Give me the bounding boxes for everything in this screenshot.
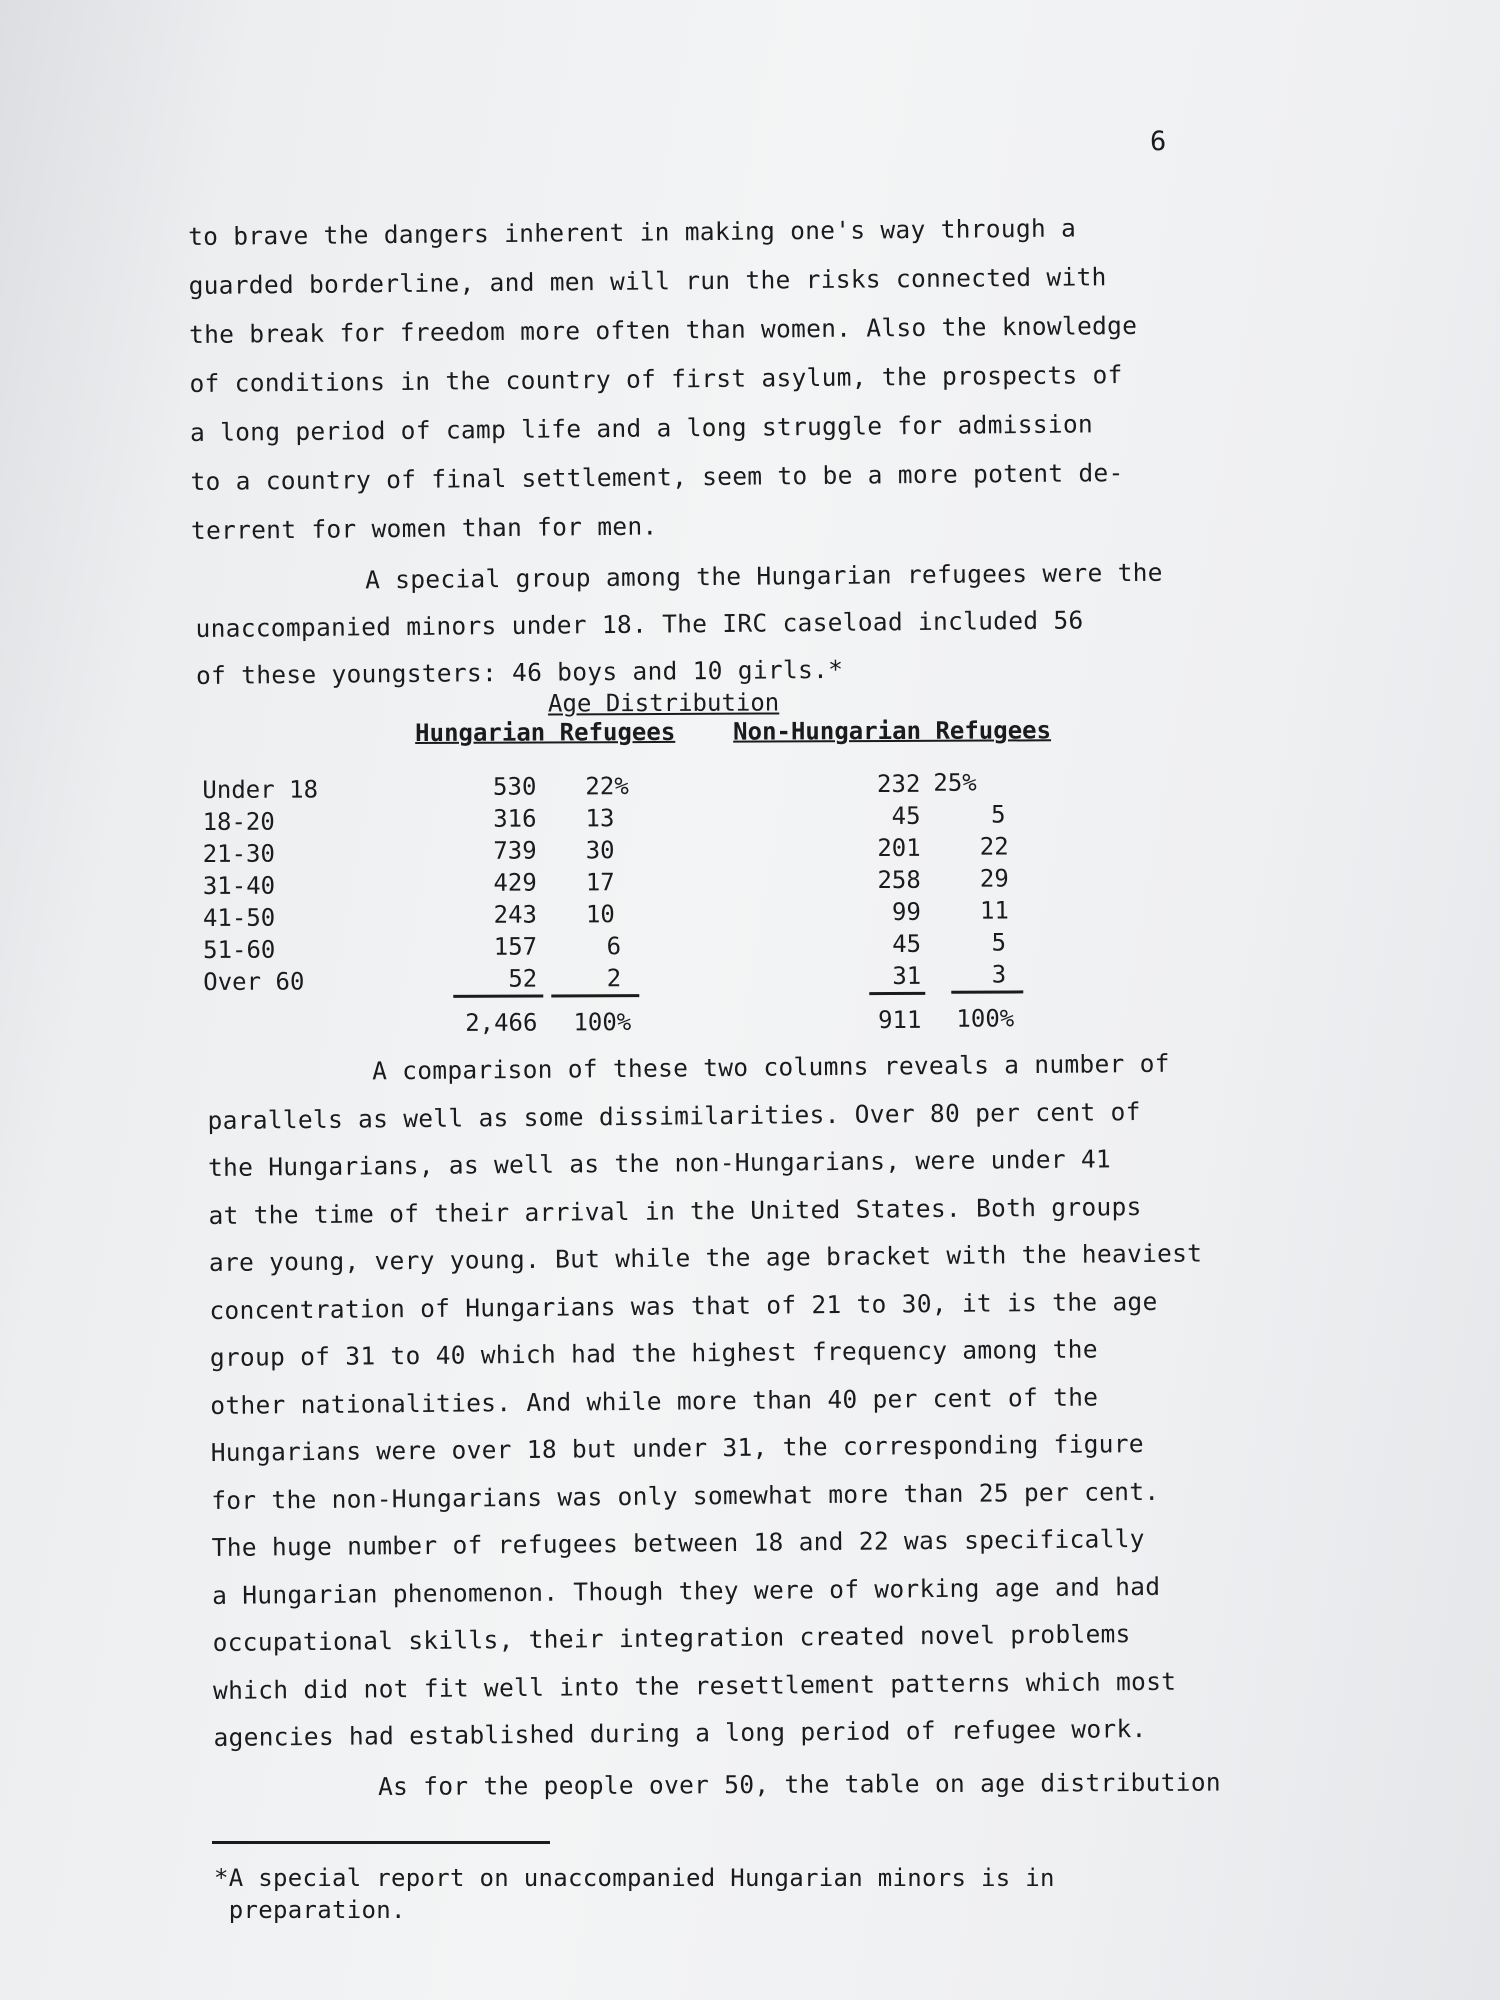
row-label: 41-50 — [202, 903, 276, 932]
text-line: The huge number of refugees between 18 and 22 was specifically — [211, 1524, 1145, 1562]
non-hungarian-percent: 11 — [979, 896, 1009, 925]
non-hungarian-total-count: 911 — [877, 1005, 922, 1035]
hungarian-percent: 13 — [585, 804, 615, 833]
row-label: 31-40 — [202, 871, 276, 900]
non-hungarian-percent: 3 — [991, 960, 1007, 989]
text-line: Hungarians were over 18 but under 31, the corresponding figure — [210, 1429, 1145, 1467]
page-number: 6 — [1150, 126, 1167, 157]
non-hungarian-percent: 25% — [933, 768, 977, 797]
non-hungarian-count: 201 — [877, 833, 921, 863]
text-line: concentration of Hungarians was that of 21 to 30, it is the age — [209, 1286, 1158, 1325]
hungarian-count: 530 — [492, 772, 537, 801]
text-line: are young, very young. But while the age bracket with the heaviest — [208, 1238, 1203, 1277]
row-label: 51-60 — [203, 935, 276, 964]
row-label: Under 18 — [202, 775, 319, 804]
table-title: Age Distribution — [547, 688, 780, 718]
hungarian-count: 429 — [493, 868, 537, 897]
text-line: parallels as well as some dissimilarities. Over 80 per cent of — [207, 1096, 1141, 1135]
non-hungarian-percent: 5 — [990, 800, 1006, 829]
hungarian-total-count: 2,466 — [465, 1008, 538, 1037]
non-hungarian-count: 99 — [891, 897, 921, 926]
non-hungarian-percent: 5 — [991, 928, 1007, 957]
hungarian-count: 739 — [493, 836, 537, 865]
text-line: other nationalities. And while more than 40 per cent of the — [210, 1381, 1099, 1420]
total-rule — [869, 992, 925, 995]
footnote-rule — [212, 1841, 550, 1844]
total-rule — [453, 995, 543, 998]
text-line: to brave the dangers inherent in making one's way through a — [188, 213, 1077, 251]
non-hungarian-count: 232 — [876, 769, 921, 799]
hungarian-percent: 10 — [585, 900, 615, 929]
non-hungarian-percent: 29 — [979, 864, 1009, 893]
hungarian-percent: 6 — [606, 932, 622, 961]
hungarian-percent: 2 — [606, 964, 622, 993]
text-line: of these youngsters: 46 boys and 10 girls.* — [195, 654, 844, 690]
row-label: 21-30 — [202, 839, 275, 868]
hungarian-count: 52 — [508, 964, 538, 993]
footnote-line: *A special report on unaccompanied Hungarian minors is in — [214, 1864, 1055, 1892]
footnote-line: preparation. — [214, 1896, 406, 1924]
non-hungarian-total-percent: 100% — [956, 1004, 1015, 1033]
text-line: guarded borderline, and men will run the risks connected with — [188, 262, 1107, 300]
hungarian-percent: 22% — [585, 772, 629, 801]
text-line: the break for freedom more often than women. Also the knowledge — [188, 310, 1138, 349]
text-line: a Hungarian phenomenon. Though they were of working age and had — [212, 1571, 1161, 1610]
hungarian-percent: 30 — [585, 836, 615, 865]
non-hungarian-count: 258 — [877, 865, 921, 895]
text-line: group of 31 to 40 which had the highest frequency among the — [209, 1334, 1098, 1372]
text-line: A special group among the Hungarian refugees were the — [364, 557, 1163, 595]
text-line: A comparison of these two columns reveals a number of — [371, 1048, 1170, 1086]
hungarian-count: 316 — [493, 804, 537, 833]
text-line: for the non-Hungarians was only somewhat more than 25 per cent. — [211, 1476, 1160, 1515]
header-non-hungarian-refugees: Non-Hungarian Refugees — [733, 716, 1052, 746]
non-hungarian-count: 45 — [891, 801, 921, 830]
row-label: Over 60 — [203, 967, 305, 996]
row-label: 18-20 — [202, 807, 275, 836]
text-line: As for the people over 50, the table on age distribution — [378, 1767, 1221, 1801]
hungarian-percent: 17 — [585, 868, 615, 897]
hungarian-count: 157 — [493, 932, 538, 961]
total-rule — [951, 990, 1023, 993]
text-line: a long period of camp life and a long struggle for admission — [189, 409, 1094, 447]
text-line: terrent for women than for men. — [190, 511, 658, 545]
text-line: to a country of final settlement, seem to be a more potent de- — [190, 458, 1124, 496]
non-hungarian-count: 31 — [892, 961, 922, 990]
hungarian-total-percent: 100% — [573, 1008, 632, 1037]
text-line: unaccompanied minors under 18. The IRC caseload included 56 — [195, 605, 1084, 643]
hungarian-count: 243 — [493, 900, 538, 929]
text-line: at the time of their arrival in the United States. Both groups — [208, 1191, 1142, 1230]
text-line: agencies had established during a long period of refugee work. — [213, 1714, 1147, 1752]
text-line: occupational skills, their integration created novel problems — [212, 1619, 1131, 1657]
header-hungarian-refugees: Hungarian Refugees — [415, 717, 676, 748]
total-rule — [551, 994, 639, 997]
non-hungarian-percent: 22 — [979, 832, 1009, 861]
text-line: which did not fit well into the resettlement patterns which most — [212, 1666, 1177, 1705]
non-hungarian-count: 45 — [892, 929, 922, 958]
text-line: the Hungarians, as well as the non-Hungarians, were under 41 — [207, 1144, 1112, 1182]
text-line: of conditions in the country of first asylum, the prospects of — [189, 360, 1123, 398]
